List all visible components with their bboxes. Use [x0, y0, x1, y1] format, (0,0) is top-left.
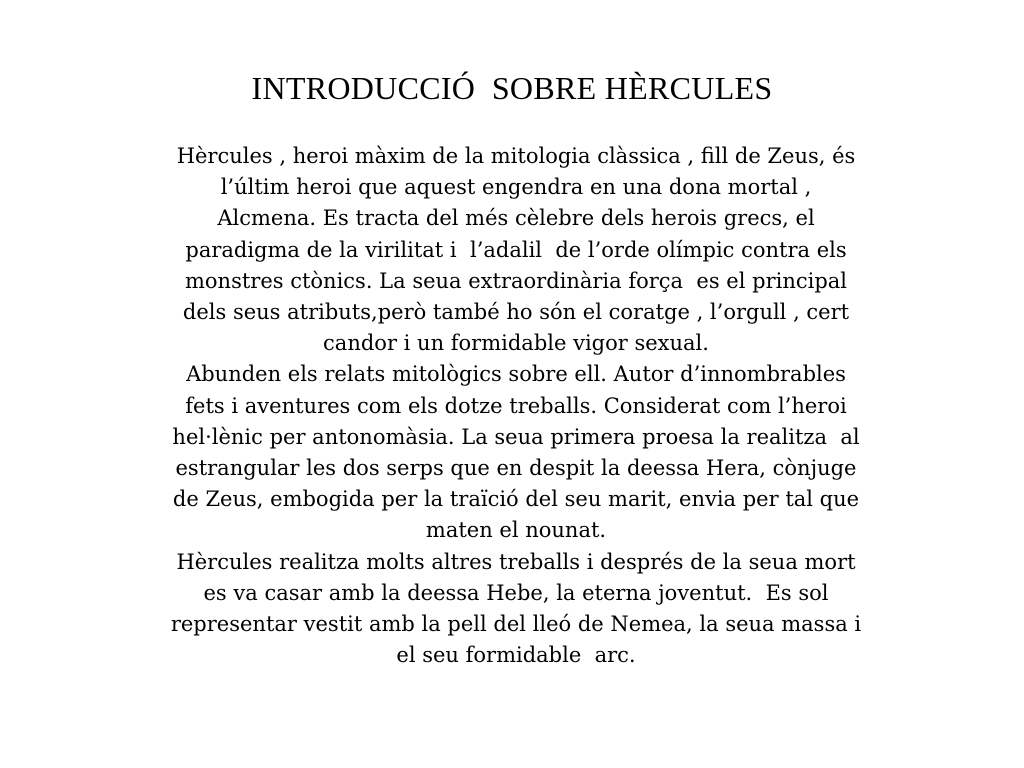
- text-line: es va casar amb la deessa Hebe, la eterna joventut. Es sol: [203, 580, 829, 605]
- text-line: Hèrcules realitza molts altres treballs i després de la seua mort: [176, 549, 856, 574]
- text-line: l’últim heroi que aquest engendra en una dona mortal ,: [220, 175, 812, 200]
- slide-title: INTRODUCCIÓ SOBRE HÈRCULES: [251, 70, 773, 106]
- paragraph-2: [108, 359, 924, 546]
- text-line: candor i un formidable vigor sexual.: [323, 331, 709, 356]
- slide-body: [108, 141, 924, 671]
- paragraph-3: [108, 547, 924, 672]
- text-line: fets i aventures com els dotze treballs. Considerat com l’heroi: [185, 393, 847, 418]
- text-line: paradigma de la virilitat i l’adalil de l’orde olímpic contra els: [185, 237, 847, 262]
- text-line: Abunden els relats mitològics sobre ell. Autor d’innombrables: [186, 362, 846, 387]
- text-line: Hèrcules , heroi màxim de la mitologia clàssica , fill de Zeus, és: [176, 144, 856, 168]
- text-line: representar vestit amb la pell del lleó de Nemea, la seua massa i: [170, 612, 862, 637]
- text-line: estrangular les dos serps que en despit la deessa Hera, cònjuge: [175, 456, 857, 481]
- text-line: el seu formidable arc.: [396, 643, 636, 668]
- text-line: Alcmena. Es tracta del més cèlebre dels herois grecs, el: [217, 206, 815, 231]
- paragraph-1: [108, 141, 924, 359]
- text-line: maten el nounat.: [425, 518, 607, 543]
- text-line: monstres ctònics. La seua extraordinària força es el principal: [184, 268, 848, 293]
- text-line: hel·lènic per antonomàsia. La seua primera proesa la realitza al: [172, 424, 860, 449]
- text-line: de Zeus, embogida per la traïció del seu marit, envia per tal que: [172, 487, 860, 512]
- text-line: dels seus atributs,però també ho són el coratge , l’orgull , cert: [182, 300, 850, 325]
